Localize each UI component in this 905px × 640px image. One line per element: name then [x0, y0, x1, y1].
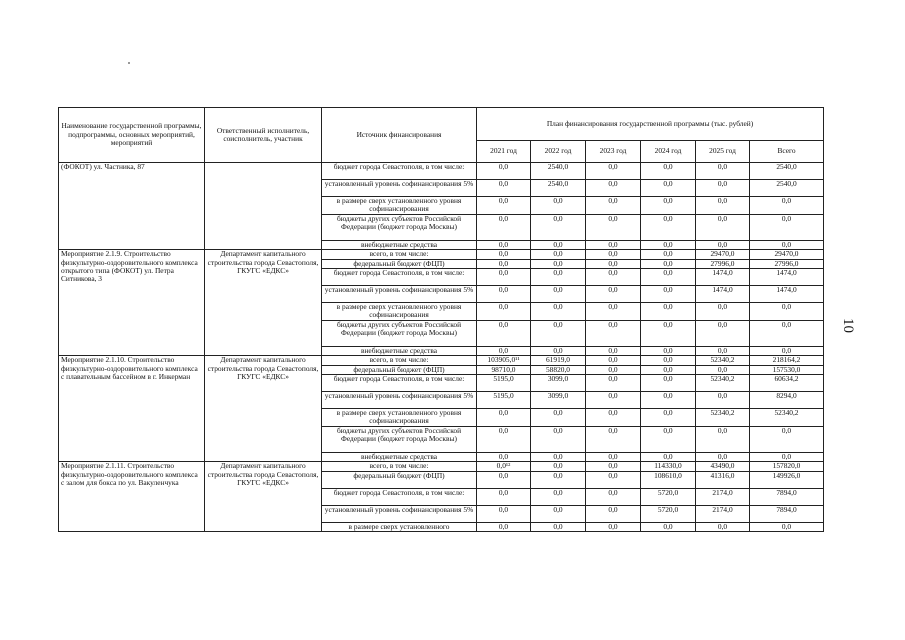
responsible-executor: [205, 163, 322, 250]
total-value: 157820,0: [750, 462, 824, 471]
funding-source: всего, в том числе:: [322, 250, 477, 259]
funding-source: установленный уровень софинансирования 5%: [322, 392, 477, 409]
year-value: 2540,0: [531, 163, 586, 180]
year-value: 0,0: [586, 452, 641, 461]
total-value: 149926,0: [750, 471, 824, 488]
year-value: 0,0: [477, 488, 531, 505]
year-value: 0,0: [586, 163, 641, 180]
year-value: 52340,2: [696, 356, 750, 365]
total-value: 0,0: [750, 426, 824, 452]
total-value: 0,0: [750, 197, 824, 215]
year-value: 2540,0: [531, 180, 586, 197]
header-source: Источник финансирования: [322, 108, 477, 163]
year-value: 0,0: [641, 320, 696, 346]
total-value: 2540,0: [750, 180, 824, 197]
funding-source: бюджеты других субъектов Российской Федерации (бюджет города Москвы): [322, 320, 477, 346]
year-value: 5195,0: [477, 392, 531, 409]
year-value: 0,0: [477, 505, 531, 522]
year-value: 0,0: [586, 346, 641, 355]
year-value: 0,0: [531, 522, 586, 531]
year-value: 0,0: [641, 286, 696, 303]
year-value: 0,0: [586, 365, 641, 374]
total-value: 0,0: [750, 452, 824, 461]
year-value: 0,0: [641, 197, 696, 215]
year-value: 0,0: [531, 346, 586, 355]
year-value: 0,0: [641, 346, 696, 355]
year-value: 5720,0: [641, 488, 696, 505]
year-value: 0,0: [641, 452, 696, 461]
year-value: 0,0: [531, 259, 586, 268]
measure-name: (ФОКОТ) ул. Частника, 87: [59, 163, 205, 250]
year-value: 0,0: [696, 163, 750, 180]
year-value: 0,0: [586, 522, 641, 531]
funding-source: бюджет города Севастополя, в том числе:: [322, 163, 477, 180]
table-row: [59, 462, 824, 471]
year-value: 0,0: [641, 240, 696, 249]
year-value: 0,0: [641, 214, 696, 240]
year-value: 3099,0: [531, 392, 586, 409]
year-value: 98710,0: [477, 365, 531, 374]
year-value: 0,0: [477, 522, 531, 531]
year-value: 0,0: [641, 522, 696, 531]
year-value: 0,0: [477, 409, 531, 427]
year-value: 0,0: [477, 163, 531, 180]
page-number: 10: [840, 318, 856, 333]
year-value: 0,0: [641, 269, 696, 286]
total-value: 7894,0: [750, 488, 824, 505]
year-value: 0,0: [531, 462, 586, 471]
funding-source: бюджет города Севастополя, в том числе:: [322, 269, 477, 286]
funding-source: бюджет города Севастополя, в том числе:: [322, 375, 477, 392]
scan-dot: [128, 62, 130, 64]
year-value: 52340,2: [696, 375, 750, 392]
year-value: 0,0: [696, 522, 750, 531]
funding-source: федеральный бюджет (ФЦП): [322, 471, 477, 488]
year-value: 108610,0: [641, 471, 696, 488]
funding-source: в размере сверх установленного: [322, 522, 477, 531]
year-value: 103905,0¹¹: [477, 356, 531, 365]
year-value: 0,0: [531, 250, 586, 259]
table-row: [59, 163, 824, 180]
year-value: 0,0: [696, 365, 750, 374]
year-value: 114330,0: [641, 462, 696, 471]
year-value: 0,0: [477, 471, 531, 488]
year-value: 29470,0: [696, 250, 750, 259]
year-value: 0,0: [477, 259, 531, 268]
table-row: [59, 250, 824, 259]
year-value: 0,0: [696, 320, 750, 346]
year-value: 0,0: [477, 320, 531, 346]
funding-source: федеральный бюджет (ФЦП): [322, 259, 477, 268]
year-value: 0,0: [531, 471, 586, 488]
year-value: 0,0: [586, 471, 641, 488]
year-value: 0,0: [696, 426, 750, 452]
total-value: 157530,0: [750, 365, 824, 374]
total-value: 0,0: [750, 320, 824, 346]
total-value: 8294,0: [750, 392, 824, 409]
year-value: 0,0¹²: [477, 462, 531, 471]
year-value: 0,0: [586, 356, 641, 365]
total-value: 0,0: [750, 214, 824, 240]
header-plan: План финансирования государственной программы (тыс. рублей): [477, 108, 824, 141]
measure-name: Мероприятие 2.1.9. Строительство физкультурно-оздоровительного комплекса открытого типа (ФОКОТ) ул. Петра Ситникова, 3: [59, 250, 205, 356]
total-value: 52340,2: [750, 409, 824, 427]
year-value: 2174,0: [696, 505, 750, 522]
responsible-executor: Департамент капитального строительства города Севастополя, ГКУГС «ЕДКС»: [205, 462, 322, 532]
year-value: 0,0: [586, 426, 641, 452]
year-value: 0,0: [586, 320, 641, 346]
year-value: 1474,0: [696, 269, 750, 286]
year-value: 0,0: [477, 269, 531, 286]
year-value: 0,0: [586, 197, 641, 215]
total-value: 27996,0: [750, 259, 824, 268]
year-value: 0,0: [586, 250, 641, 259]
header-name: Наименование государственной программы, подпрограммы, основных мероприятий, мероприятий: [59, 108, 205, 163]
header-year: 2024 год: [641, 141, 696, 163]
header-responsible: Ответственный исполнитель, соисполнитель, участник: [205, 108, 322, 163]
total-value: 0,0: [750, 240, 824, 249]
year-value: 3099,0: [531, 375, 586, 392]
year-value: 0,0: [531, 269, 586, 286]
table-row: [59, 356, 824, 365]
year-value: 0,0: [641, 250, 696, 259]
total-value: 7894,0: [750, 505, 824, 522]
year-value: 0,0: [477, 250, 531, 259]
year-value: 0,0: [586, 375, 641, 392]
total-value: 0,0: [750, 303, 824, 321]
total-value: 2540,0: [750, 163, 824, 180]
year-value: 0,0: [586, 180, 641, 197]
funding-source: всего, в том числе:: [322, 462, 477, 471]
year-value: 0,0: [586, 259, 641, 268]
year-value: 0,0: [531, 303, 586, 321]
year-value: 0,0: [531, 505, 586, 522]
year-value: 5195,0: [477, 375, 531, 392]
year-value: 0,0: [477, 180, 531, 197]
year-value: 0,0: [641, 375, 696, 392]
funding-source: внебюджетные средства: [322, 346, 477, 355]
year-value: 2174,0: [696, 488, 750, 505]
total-value: 60634,2: [750, 375, 824, 392]
year-value: 52340,2: [696, 409, 750, 427]
header-year: 2022 год: [531, 141, 586, 163]
year-value: 0,0: [477, 426, 531, 452]
header-year: 2023 год: [586, 141, 641, 163]
year-value: 0,0: [477, 346, 531, 355]
year-value: 0,0: [696, 180, 750, 197]
year-value: 0,0: [477, 240, 531, 249]
total-value: 0,0: [750, 346, 824, 355]
header-year: 2025 год: [696, 141, 750, 163]
total-value: 1474,0: [750, 269, 824, 286]
year-value: 0,0: [477, 197, 531, 215]
total-value: 218164,2: [750, 356, 824, 365]
year-value: 0,0: [696, 214, 750, 240]
total-value: 0,0: [750, 522, 824, 531]
total-value: 1474,0: [750, 286, 824, 303]
year-value: 0,0: [641, 392, 696, 409]
funding-source: установленный уровень софинансирования 5%: [322, 505, 477, 522]
responsible-executor: Департамент капитального строительства города Севастополя, ГКУГС «ЕДКС»: [205, 250, 322, 356]
year-value: 0,0: [641, 356, 696, 365]
responsible-executor: Департамент капитального строительства города Севастополя, ГКУГС «ЕДКС»: [205, 356, 322, 462]
year-value: 0,0: [696, 303, 750, 321]
year-value: 0,0: [586, 240, 641, 249]
year-value: 0,0: [531, 197, 586, 215]
year-value: 0,0: [696, 346, 750, 355]
year-value: 0,0: [586, 392, 641, 409]
year-value: 0,0: [477, 214, 531, 240]
header-year: 2021 год: [477, 141, 531, 163]
year-value: 0,0: [586, 488, 641, 505]
year-value: 0,0: [586, 462, 641, 471]
year-value: 27996,0: [696, 259, 750, 268]
year-value: 0,0: [696, 452, 750, 461]
year-value: 0,0: [531, 240, 586, 249]
funding-source: бюджеты других субъектов Российской Федерации (бюджет города Москвы): [322, 214, 477, 240]
year-value: 41316,0: [696, 471, 750, 488]
year-value: 0,0: [477, 452, 531, 461]
year-value: 0,0: [531, 452, 586, 461]
funding-source: всего, в том числе:: [322, 356, 477, 365]
header-total: Всего: [750, 141, 824, 163]
year-value: 0,0: [641, 259, 696, 268]
year-value: 0,0: [586, 269, 641, 286]
funding-source: в размере сверх установленного уровня софинансирования: [322, 303, 477, 321]
year-value: 0,0: [586, 505, 641, 522]
year-value: 0,0: [641, 163, 696, 180]
financing-table: [58, 107, 824, 532]
year-value: 0,0: [477, 303, 531, 321]
year-value: 43490,0: [696, 462, 750, 471]
year-value: 0,0: [477, 286, 531, 303]
funding-source: в размере сверх установленного уровня софинансирования: [322, 409, 477, 427]
year-value: 0,0: [531, 286, 586, 303]
funding-source: установленный уровень софинансирования 5%: [322, 180, 477, 197]
funding-source: внебюджетные средства: [322, 452, 477, 461]
year-value: 0,0: [641, 365, 696, 374]
year-value: 0,0: [531, 320, 586, 346]
funding-source: в размере сверх установленного уровня софинансирования: [322, 197, 477, 215]
total-value: 29470,0: [750, 250, 824, 259]
funding-source: внебюджетные средства: [322, 240, 477, 249]
year-value: 0,0: [641, 426, 696, 452]
year-value: 0,0: [696, 392, 750, 409]
measure-name: Мероприятие 2.1.11. Строительство физкультурно-оздоровительного комплекса с залом для бокса по ул. Вакуленчука: [59, 462, 205, 532]
year-value: 0,0: [641, 303, 696, 321]
year-value: 0,0: [641, 409, 696, 427]
year-value: 58820,0: [531, 365, 586, 374]
year-value: 0,0: [586, 409, 641, 427]
year-value: 1474,0: [696, 286, 750, 303]
funding-source: установленный уровень софинансирования 5%: [322, 286, 477, 303]
year-value: 0,0: [696, 240, 750, 249]
year-value: 0,0: [586, 286, 641, 303]
funding-source: бюджеты других субъектов Российской Федерации (бюджет города Москвы): [322, 426, 477, 452]
measure-name: Мероприятие 2.1.10. Строительство физкультурно-оздоровительного комплекса с плавательным бассейном в г. Инкерман: [59, 356, 205, 462]
funding-source: федеральный бюджет (ФЦП): [322, 365, 477, 374]
funding-source: бюджет города Севастополя, в том числе:: [322, 488, 477, 505]
year-value: 0,0: [641, 180, 696, 197]
year-value: 0,0: [531, 488, 586, 505]
year-value: 0,0: [531, 426, 586, 452]
year-value: 61919,0: [531, 356, 586, 365]
year-value: 0,0: [586, 303, 641, 321]
year-value: 0,0: [531, 214, 586, 240]
year-value: 5720,0: [641, 505, 696, 522]
year-value: 0,0: [531, 409, 586, 427]
year-value: 0,0: [586, 214, 641, 240]
year-value: 0,0: [696, 197, 750, 215]
